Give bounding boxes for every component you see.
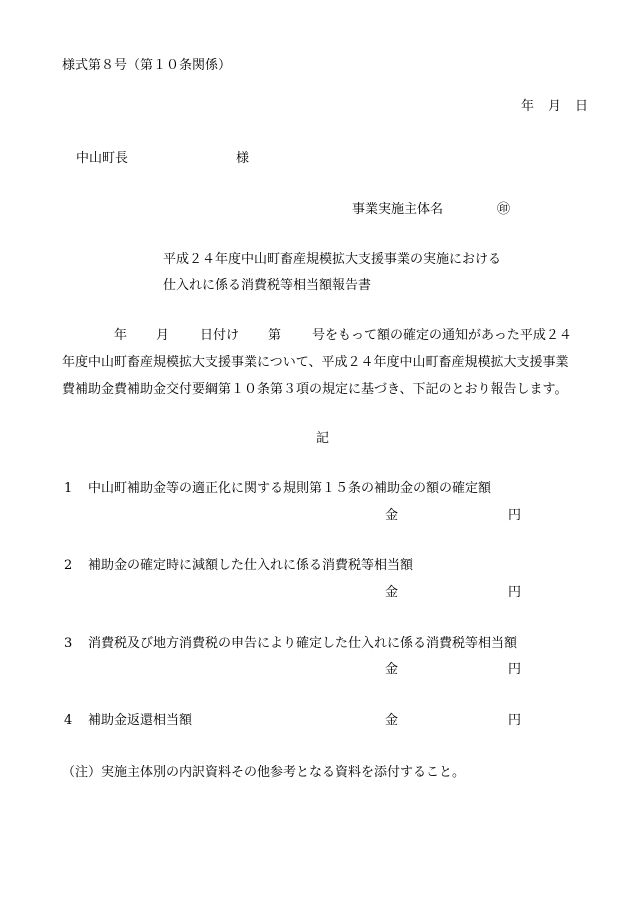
body-day: 日付け <box>200 328 240 343</box>
item-number: 4 <box>64 713 73 728</box>
item-unit: 円 <box>508 662 522 677</box>
item-text: 中山町補助金等の適正化に関する規則第１５条の補助金の額の確定額 <box>88 481 492 496</box>
body-line-3: 費補助金費補助金交付要綱第１０条第３項の規定に基づき、下記のとおり報告します。 <box>62 382 568 397</box>
recipient-honorific: 様 <box>236 151 250 166</box>
seal-icon: ㊞ <box>497 202 511 217</box>
item-number: 2 <box>64 558 73 573</box>
item-text: 消費税及び地方消費税の申告により確定した仕入れに係る消費税等相当額 <box>88 636 518 651</box>
ki-heading: 記 <box>316 431 330 446</box>
recipient-name: 中山町長 <box>76 151 129 166</box>
item-currency: 金 <box>385 713 399 728</box>
item-unit: 円 <box>508 508 522 523</box>
item-number: 1 <box>64 481 73 496</box>
item-number: 3 <box>64 636 73 651</box>
note: （注）実施主体別の内訳資料その他参考となる資料を添付すること。 <box>62 765 466 780</box>
item-currency: 金 <box>385 508 399 523</box>
title-line-2: 仕入れに係る消費税等相当額報告書 <box>163 278 372 293</box>
item-text: 補助金返還相当額 <box>88 713 193 728</box>
date-month: 月 <box>548 99 562 114</box>
title-line-1: 平成２４年度中山町畜産規模拡大支援事業の実施における <box>163 252 502 267</box>
body-no: 第 <box>268 328 282 343</box>
date-year: 年 <box>521 99 535 114</box>
form-number: 様式第８号（第１０条関係） <box>62 58 232 73</box>
body-month: 月 <box>156 328 170 343</box>
applicant-label: 事業実施主体名 <box>352 202 444 217</box>
body-year: 年 <box>114 328 128 343</box>
date-day: 日 <box>575 99 589 114</box>
item-text: 補助金の確定時に減額した仕入れに係る消費税等相当額 <box>88 558 414 573</box>
item-currency: 金 <box>385 585 399 600</box>
item-unit: 円 <box>508 713 522 728</box>
body-line-2: 年度中山町畜産規模拡大支援事業について、平成２４年度中山町畜産規模拡大支援事業 <box>62 355 569 370</box>
body-line1-rest: 号をもって額の確定の通知があった平成２４ <box>312 328 572 343</box>
item-currency: 金 <box>385 662 399 677</box>
item-unit: 円 <box>508 585 522 600</box>
